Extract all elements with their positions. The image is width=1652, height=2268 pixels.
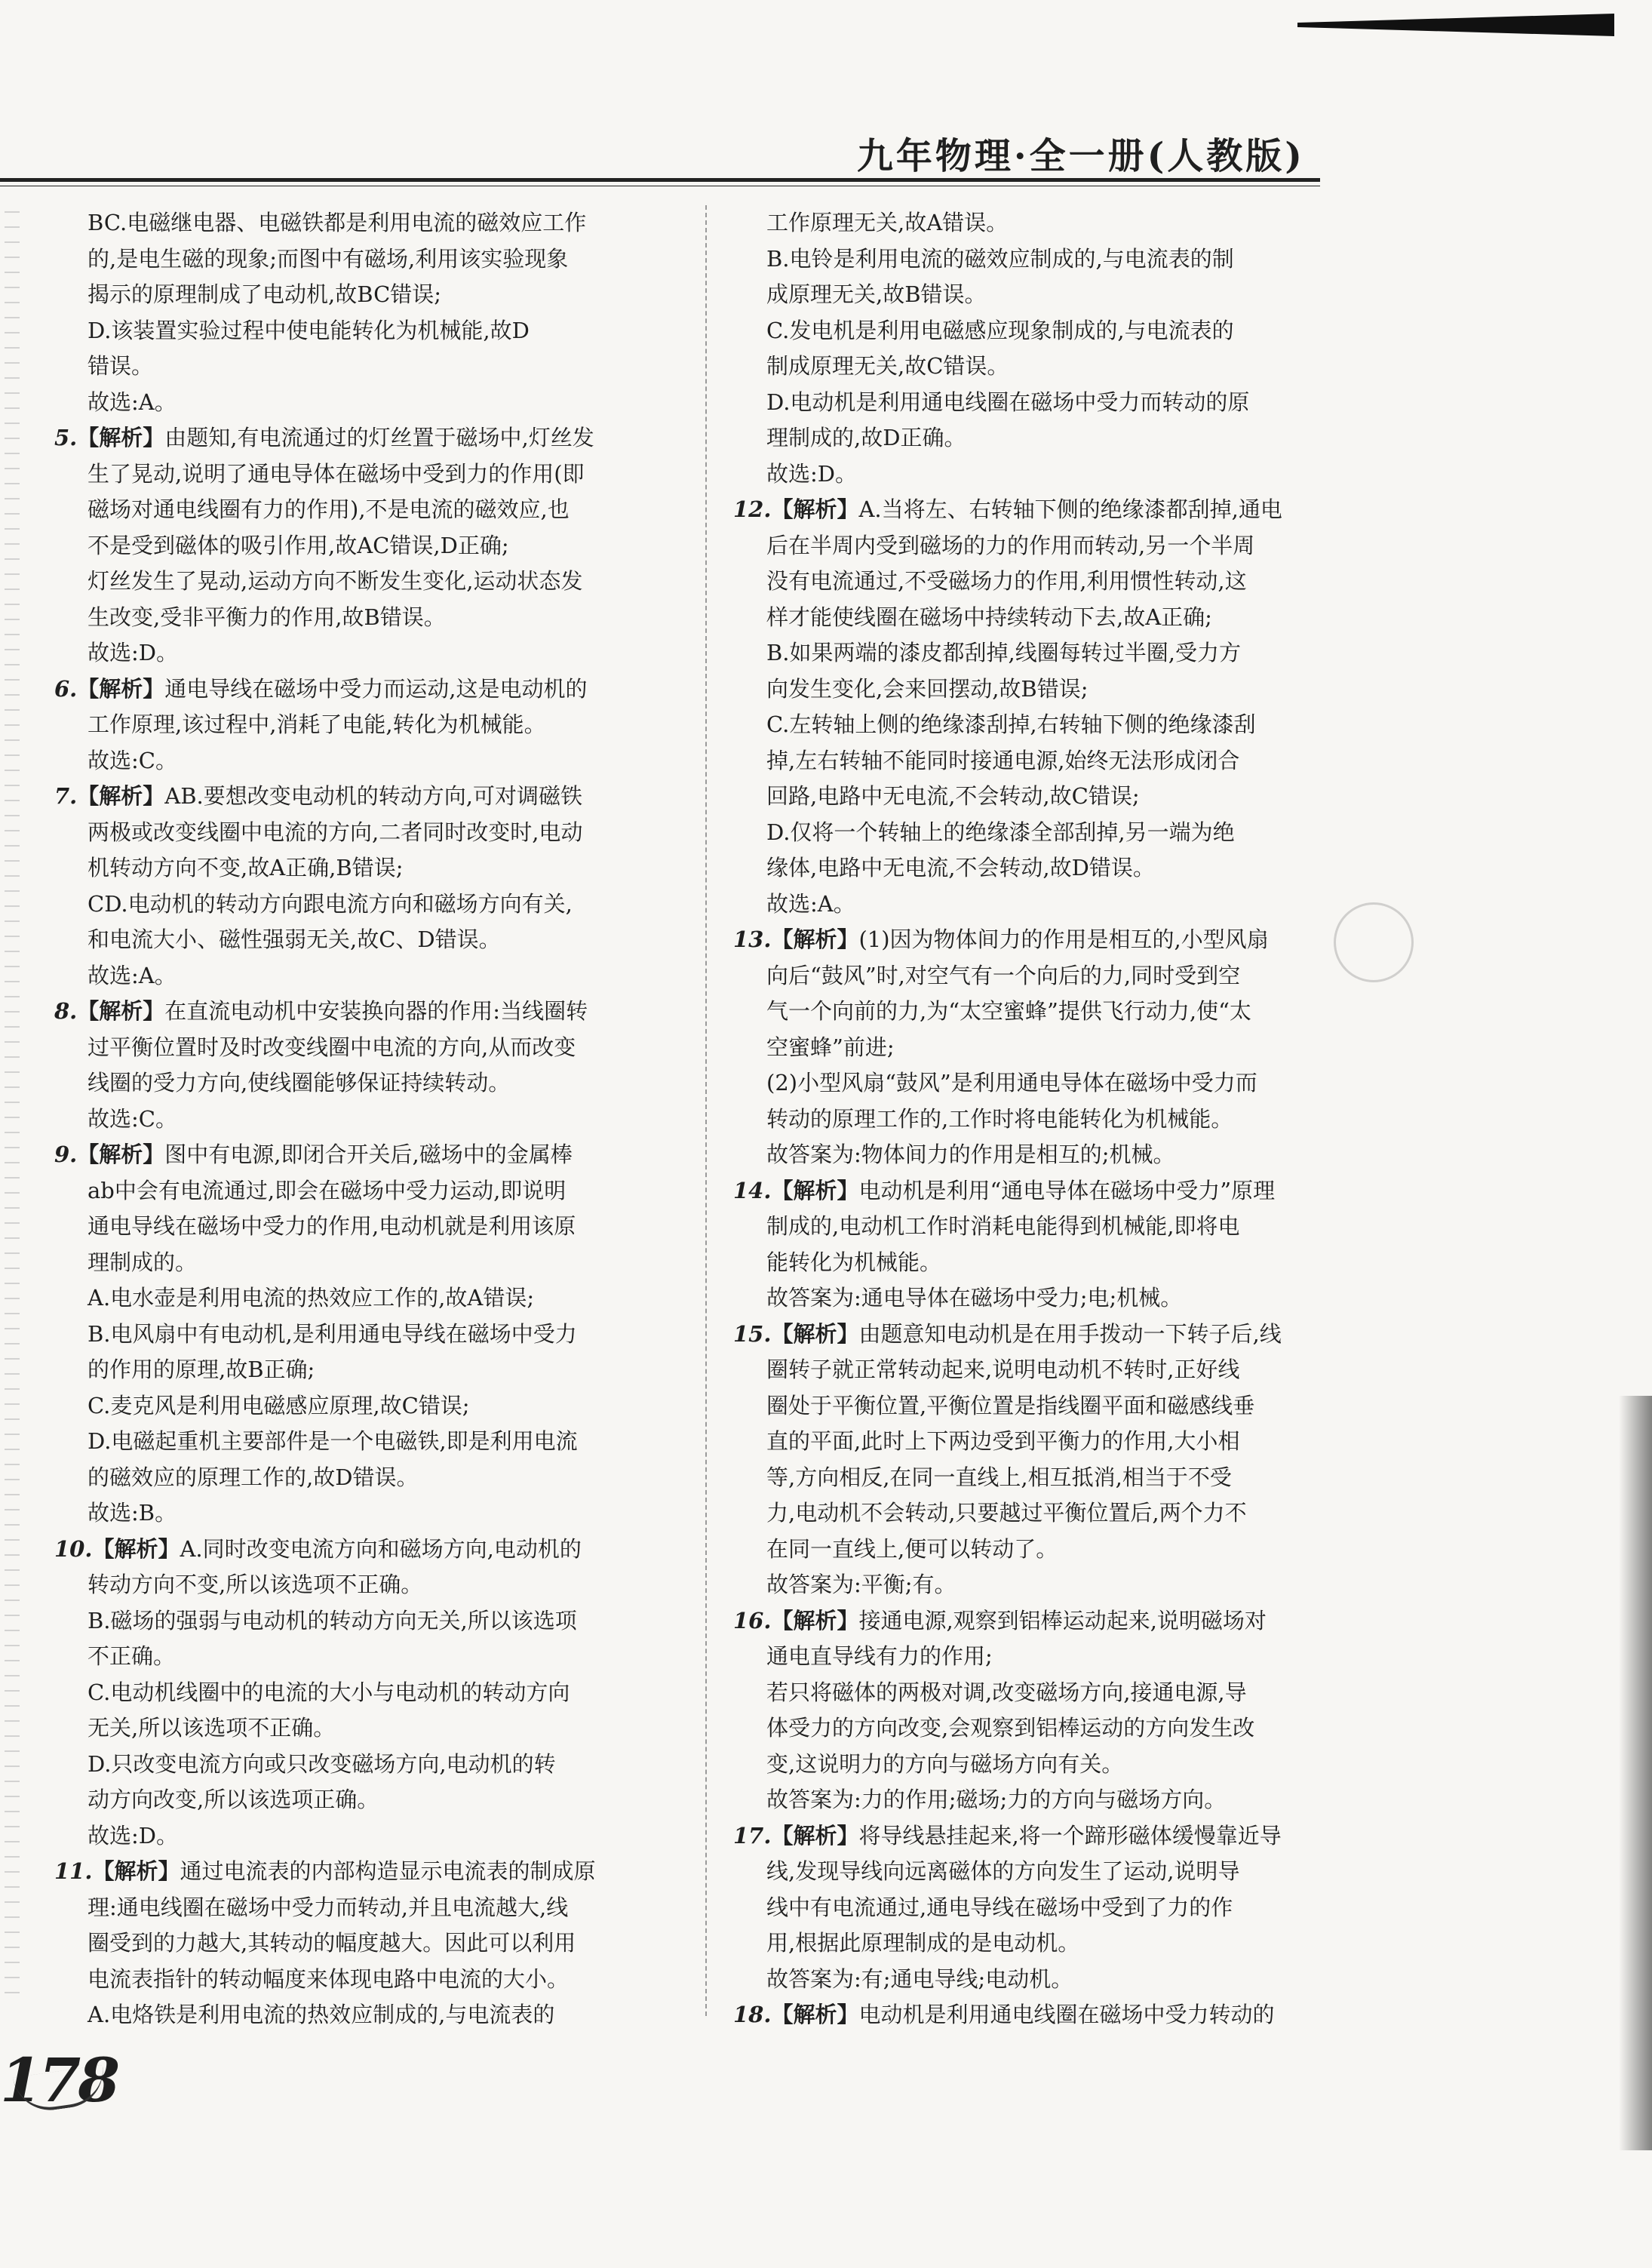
answer-item <box>54 1137 673 1532</box>
line-text: 故选:D。 <box>766 460 858 487</box>
line-text: 机转动方向不变,故A正确,B错误; <box>88 855 404 880</box>
line-text: 通电导线在磁场中受力而运动,这是电动机的 <box>164 675 588 702</box>
answer-line <box>733 1639 1352 1675</box>
answer-item <box>733 1997 1352 2033</box>
answer-line <box>54 564 673 600</box>
line-text: A.当将左、右转轴下侧的绝缘漆都刮掉,通电 <box>858 496 1282 522</box>
line-text: 故选:C。 <box>88 747 177 773</box>
question-number: 15. <box>733 1320 772 1347</box>
answer-line <box>733 1567 1352 1603</box>
line-text: 接通电源,观察到铝棒运动起来,说明磁场对 <box>858 1607 1267 1633</box>
answer-line <box>733 528 1352 564</box>
answer-line <box>733 1065 1352 1102</box>
line-text: 变,这说明力的方向与磁场方向有关。 <box>766 1750 1124 1777</box>
answer-line <box>54 1030 673 1066</box>
header-rule <box>0 178 1320 186</box>
line-text: 故答案为:力的作用;磁场;力的方向与磁场方向。 <box>766 1787 1227 1812</box>
line-text: 过平衡位置时及时改变线圈中电流的方向,从而改变 <box>88 1034 576 1060</box>
answer-line <box>733 564 1352 600</box>
answer-line <box>54 313 673 349</box>
line-text: 故选:A。 <box>88 389 177 415</box>
line-text: 通电直导线有力的作用; <box>766 1643 993 1669</box>
line-text: 磁场对通电线圈有力的作用),不是电流的磁效应,也 <box>88 496 570 522</box>
answer-line <box>733 205 1352 241</box>
answer-line <box>733 743 1352 779</box>
answer-line <box>54 1603 673 1640</box>
answer-line <box>733 241 1352 278</box>
answer-line <box>733 1962 1352 1998</box>
analysis-tag: 【解析】 <box>77 998 165 1024</box>
line-text: AB.要想改变电动机的转动方向,可对调磁铁 <box>164 783 582 809</box>
line-text: 理制成的。 <box>88 1249 198 1275</box>
line-text: 故选:B。 <box>88 1500 177 1526</box>
line-text: 工作原理,该过程中,消耗了电能,转化为机械能。 <box>88 711 546 737</box>
answer-line <box>733 1925 1352 1962</box>
answer-line <box>54 1209 673 1245</box>
line-text: B.如果两端的漆皮都刮掉,线圈每转过半圈,受力方 <box>766 640 1241 665</box>
answer-line <box>733 1173 1352 1209</box>
analysis-tag: 【解析】 <box>771 1822 859 1849</box>
answer-line <box>54 1245 673 1281</box>
faint-seal-stamp <box>1334 902 1414 982</box>
question-number: 11. <box>54 1858 93 1884</box>
answer-line <box>733 671 1352 708</box>
answer-item <box>733 205 1352 492</box>
line-text: 样才能使线圈在磁场中持续转动下去,故A正确; <box>766 604 1212 630</box>
answer-line <box>54 922 673 958</box>
line-text: 掉,左右转轴不能同时接通电源,始终无法形成闭合 <box>766 747 1240 773</box>
line-text: 电动机是利用“通电导体在磁场中受力”原理 <box>858 1177 1276 1203</box>
line-text: 将导线悬挂起来,将一个蹄形磁体缓慢靠近导 <box>858 1822 1282 1849</box>
line-text: 揭示的原理制成了电动机,故BC错误; <box>88 281 442 307</box>
line-text: B.磁场的强弱与电动机的转动方向无关,所以该选项 <box>88 1607 577 1633</box>
answer-line <box>54 743 673 779</box>
question-number: 12. <box>733 496 772 522</box>
answer-line <box>733 1747 1352 1783</box>
answer-line <box>54 385 673 421</box>
answer-line <box>54 1567 673 1603</box>
answer-line <box>54 1495 673 1532</box>
answer-line <box>733 1030 1352 1066</box>
answer-line <box>733 635 1352 671</box>
answer-item <box>54 779 673 994</box>
answer-line <box>54 707 673 743</box>
answer-line <box>733 1137 1352 1173</box>
answer-line <box>733 1209 1352 1245</box>
answer-line <box>54 277 673 313</box>
answer-line <box>733 313 1352 349</box>
answer-line <box>54 205 673 241</box>
line-text: 生了晃动,说明了通电导体在磁场中受到力的作用(即 <box>88 460 585 487</box>
line-text: B.电风扇中有电动机,是利用通电导线在磁场中受力 <box>88 1320 577 1347</box>
line-text: 空蜜蜂”前进; <box>766 1034 895 1060</box>
answer-line <box>733 850 1352 887</box>
line-text: 故选:A。 <box>766 890 855 917</box>
line-text: 能转化为机械能。 <box>766 1249 942 1275</box>
analysis-tag: 【解析】 <box>77 425 165 450</box>
question-number: 14. <box>733 1177 772 1203</box>
answer-line <box>733 1495 1352 1532</box>
answer-line <box>733 1245 1352 1281</box>
answer-line <box>54 779 673 815</box>
answer-line <box>54 1317 673 1353</box>
answer-line <box>54 635 673 671</box>
line-text: 无关,所以该选项不正确。 <box>88 1715 336 1741</box>
answer-line <box>54 1710 673 1747</box>
answer-line <box>733 1532 1352 1568</box>
line-text: 图中有电源,即闭合开关后,磁场中的金属棒 <box>164 1142 573 1167</box>
answer-line <box>54 887 673 923</box>
analysis-tag: 【解析】 <box>771 927 859 952</box>
answer-line <box>733 385 1352 421</box>
answer-item <box>54 1854 673 2033</box>
page-header-title: 九年物理·全一册(人教版) <box>856 135 1305 177</box>
answer-line <box>733 1997 1352 2033</box>
answer-line <box>733 1424 1352 1460</box>
answer-line <box>733 1818 1352 1855</box>
line-text: 故答案为:有;通电导线;电动机。 <box>766 1965 1073 1992</box>
line-text: 故选:D。 <box>88 640 179 665</box>
answer-line <box>54 1747 673 1783</box>
answer-line <box>54 1675 673 1711</box>
analysis-tag: 【解析】 <box>92 1535 180 1562</box>
answer-line <box>54 1782 673 1818</box>
answer-line <box>733 994 1352 1030</box>
answer-line <box>733 277 1352 313</box>
answer-line <box>54 241 673 278</box>
line-text: 故选:C。 <box>88 1105 177 1132</box>
line-text: 气一个向前的力,为“太空蜜蜂”提供飞行动力,使“太 <box>766 998 1251 1024</box>
line-text: 力,电动机不会转动,只要越过平衡位置后,两个力不 <box>766 1500 1247 1526</box>
analysis-tag: 【解析】 <box>92 1858 180 1884</box>
question-number: 13. <box>733 927 772 952</box>
answer-line <box>54 1818 673 1855</box>
answer-line <box>54 456 673 493</box>
line-text: 线,发现导线向远离磁体的方向发生了运动,说明导 <box>766 1858 1240 1884</box>
question-number: 5. <box>54 425 78 450</box>
line-text: 成原理无关,故B错误。 <box>766 281 987 307</box>
analysis-tag: 【解析】 <box>771 1177 859 1203</box>
answer-line <box>54 1424 673 1460</box>
line-text: (2)小型风扇“鼓风”是利用通电导体在磁场中受力而 <box>766 1070 1257 1096</box>
scan-edge-shadow <box>1619 1396 1652 2150</box>
line-text: (1)因为物体间力的作用是相互的,小型风扇 <box>858 927 1269 952</box>
line-text: CD.电动机的转动方向跟电流方向和磁场方向有关, <box>88 890 573 917</box>
answer-line <box>733 815 1352 851</box>
answer-line <box>733 707 1352 743</box>
answer-line <box>54 671 673 708</box>
line-text: 工作原理无关,故A错误。 <box>766 210 1009 235</box>
analysis-tag: 【解析】 <box>771 496 859 522</box>
answer-item <box>54 994 673 1137</box>
line-text: 没有电流通过,不受磁场力的作用,利用惯性转动,这 <box>766 568 1247 594</box>
question-number: 17. <box>733 1822 772 1849</box>
answer-line <box>733 492 1352 528</box>
line-text: 不正确。 <box>88 1643 176 1669</box>
line-text: 回路,电路中无电流,不会转动,故C错误; <box>766 783 1140 809</box>
line-text: 生改变,受非平衡力的作用,故B错误。 <box>88 604 446 630</box>
line-text: 灯丝发生了晃动,运动方向不断发生变化,运动状态发 <box>88 568 583 594</box>
answer-line <box>54 1280 673 1317</box>
answer-line <box>54 1962 673 1998</box>
analysis-tag: 【解析】 <box>771 2002 859 2027</box>
line-text: 线圈的受力方向,使线圈能够保证持续转动。 <box>88 1070 511 1096</box>
line-text: 圈转子就正常转动起来,说明电动机不转时,正好线 <box>766 1357 1240 1382</box>
line-text: 等,方向相反,在同一直线上,相互抵消,相当于不受 <box>766 1464 1232 1490</box>
question-number: 18. <box>733 2002 772 2027</box>
answer-line <box>54 1925 673 1962</box>
question-number: 16. <box>733 1607 772 1633</box>
line-text: BC.电磁继电器、电磁铁都是利用电流的磁效应工作 <box>88 210 587 235</box>
question-number: 7. <box>54 783 78 809</box>
line-text: 向发生变化,会来回摆动,故B错误; <box>766 675 1089 702</box>
answer-line <box>733 1603 1352 1640</box>
analysis-tag: 【解析】 <box>77 1142 165 1167</box>
line-text: 不是受到磁体的吸引作用,故AC错误,D正确; <box>88 532 509 558</box>
answer-item <box>54 1532 673 1855</box>
line-text: 两极或改变线圈中电流的方向,二者同时改变时,电动 <box>88 819 583 845</box>
line-text: 后在半周内受到磁场的力的作用而转动,另一个半周 <box>766 532 1255 558</box>
line-text: C.发电机是利用电磁感应现象制成的,与电流表的 <box>766 317 1234 343</box>
line-text: 理:通电线圈在磁场中受力而转动,并且电流越大,线 <box>88 1894 569 1920</box>
answer-line <box>733 1854 1352 1890</box>
line-text: 制成的,电动机工作时消耗电能得到机械能,即将电 <box>766 1213 1240 1239</box>
answer-line <box>54 420 673 456</box>
line-text: 故答案为:通电导体在磁场中受力;电;机械。 <box>766 1285 1183 1311</box>
line-text: 动方向改变,所以该选项正确。 <box>88 1787 379 1812</box>
line-text: 线中有电流通过,通电导线在磁场中受到了力的作 <box>766 1894 1233 1920</box>
answer-line <box>54 815 673 851</box>
answer-line <box>733 1280 1352 1317</box>
answer-line <box>54 349 673 385</box>
answer-line <box>54 1854 673 1890</box>
question-number: 10. <box>54 1535 93 1562</box>
line-text: C.电动机线圈中的电流的大小与电动机的转动方向 <box>88 1679 570 1705</box>
answer-line <box>54 600 673 636</box>
answer-line <box>733 887 1352 923</box>
line-text: D.电磁起重机主要部件是一个电磁铁,即是利用电流 <box>88 1428 578 1454</box>
answer-line <box>733 1317 1352 1353</box>
line-text: 通过电流表的内部构造显示电流表的制成原 <box>180 1858 596 1884</box>
line-text: 的作用的原理,故B正确; <box>88 1357 315 1382</box>
answer-line <box>733 958 1352 994</box>
line-text: 制成原理无关,故C错误。 <box>766 353 1009 379</box>
analysis-tag: 【解析】 <box>771 1607 859 1633</box>
question-number: 9. <box>54 1142 78 1167</box>
answer-line <box>54 492 673 528</box>
line-text: 在同一直线上,便可以转动了。 <box>766 1535 1058 1562</box>
answer-line <box>733 1352 1352 1388</box>
line-text: 直的平面,此时上下两边受到平衡力的作用,大小相 <box>766 1428 1240 1454</box>
answer-line <box>733 1710 1352 1747</box>
line-text: 的磁效应的原理工作的,故D错误。 <box>88 1464 419 1490</box>
line-text: C.左转轴上侧的绝缘漆刮掉,右转轴下侧的绝缘漆刮 <box>766 711 1256 737</box>
line-text: 体受力的方向改变,会观察到铝棒运动的方向发生改 <box>766 1715 1255 1741</box>
line-text: ab中会有电流通过,即会在磁场中受力运动,即说明 <box>88 1177 567 1203</box>
line-text: 若只将磁体的两极对调,改变磁场方向,接通电源,导 <box>766 1679 1247 1705</box>
answer-line <box>54 1639 673 1675</box>
answer-line <box>733 456 1352 493</box>
answer-line <box>733 1388 1352 1424</box>
line-text: 故选:D。 <box>88 1822 179 1849</box>
line-text: C.麦克风是利用电磁感应原理,故C错误; <box>88 1392 470 1418</box>
answer-line <box>733 600 1352 636</box>
line-text: 理制成的,故D正确。 <box>766 425 966 450</box>
analysis-tag: 【解析】 <box>77 675 165 702</box>
answer-item <box>54 205 673 420</box>
line-text: 缘体,电路中无电流,不会转动,故D错误。 <box>766 855 1155 880</box>
question-number: 6. <box>54 675 78 702</box>
answer-line <box>54 1460 673 1496</box>
line-text: 由题意知电动机是在用手拨动一下转子后,线 <box>858 1320 1282 1347</box>
answer-line <box>733 1675 1352 1711</box>
left-margin-decoration <box>5 198 20 1993</box>
line-text: 错误。 <box>88 353 154 379</box>
line-text: 由题知,有电流通过的灯丝置于磁场中,灯丝发 <box>164 425 594 450</box>
line-text: B.电铃是利用电流的磁效应制成的,与电流表的制 <box>766 245 1234 272</box>
line-text: 用,根据此原理制成的是电动机。 <box>766 1930 1080 1956</box>
line-text: 通电导线在磁场中受力的作用,电动机就是利用该原 <box>88 1213 576 1239</box>
answer-line <box>733 420 1352 456</box>
analysis-tag: 【解析】 <box>77 783 165 809</box>
answer-line <box>733 1782 1352 1818</box>
line-text: D.只改变电流方向或只改变磁场方向,电动机的转 <box>88 1750 556 1777</box>
answer-line <box>54 1137 673 1173</box>
line-text: D.电动机是利用通电线圈在磁场中受力而转动的原 <box>766 389 1250 415</box>
line-text: 圈受到的力越大,其转动的幅度越大。因此可以利用 <box>88 1930 576 1956</box>
answer-item <box>54 420 673 671</box>
line-text: 和电流大小、磁性强弱无关,故C、D错误。 <box>88 927 501 952</box>
left-column <box>54 205 673 2033</box>
answer-item <box>733 492 1352 922</box>
answer-line <box>54 994 673 1030</box>
right-column <box>733 205 1352 2033</box>
answer-item <box>733 922 1352 1173</box>
answer-line <box>733 1460 1352 1496</box>
answer-line <box>733 1890 1352 1926</box>
line-text: D.仅将一个转轴上的绝缘漆全部刮掉,另一端为绝 <box>766 819 1235 845</box>
line-text: A.同时改变电流方向和磁场方向,电动机的 <box>180 1535 582 1562</box>
line-text: 故选:A。 <box>88 962 177 988</box>
answer-line <box>54 1532 673 1568</box>
answer-line <box>54 1173 673 1209</box>
line-text: 圈处于平衡位置,平衡位置是指线圈平面和磁感线垂 <box>766 1392 1255 1418</box>
line-text: 转动的原理工作的,工作时将电能转化为机械能。 <box>766 1105 1233 1132</box>
answer-line <box>54 1388 673 1424</box>
line-text: 向后“鼓风”时,对空气有一个向后的力,同时受到空 <box>766 962 1241 988</box>
line-text: 转动方向不变,所以该选项不正确。 <box>88 1572 423 1597</box>
analysis-tag: 【解析】 <box>771 1320 859 1347</box>
line-text: 故答案为:平衡;有。 <box>766 1572 957 1597</box>
line-text: D.该装置实验过程中使电能转化为机械能,故D <box>88 317 530 343</box>
answer-line <box>733 349 1352 385</box>
answer-line <box>54 1890 673 1926</box>
answer-item <box>54 671 673 779</box>
line-text: 电流表指针的转动幅度来体现电路中电流的大小。 <box>88 1965 570 1992</box>
line-text: A.电烙铁是利用电流的热效应制成的,与电流表的 <box>88 2002 555 2027</box>
answer-item <box>733 1818 1352 1998</box>
answer-line <box>54 850 673 887</box>
page-number: 178 <box>0 2045 117 2116</box>
answer-line <box>54 958 673 994</box>
line-text: 电动机是利用通电线圈在磁场中受力转动的 <box>858 2002 1275 2027</box>
question-number: 8. <box>54 998 78 1024</box>
column-divider <box>705 205 707 2016</box>
line-text: 的,是电生磁的现象;而图中有磁场,利用该实验现象 <box>88 245 569 272</box>
answer-line <box>733 1102 1352 1138</box>
answer-line <box>733 922 1352 958</box>
answer-line <box>54 1997 673 2033</box>
top-edge-bar <box>1297 14 1614 36</box>
answer-item <box>733 1603 1352 1818</box>
answer-line <box>54 1102 673 1138</box>
answer-line <box>54 528 673 564</box>
answer-item <box>733 1173 1352 1317</box>
answer-line <box>54 1065 673 1102</box>
answer-line <box>54 1352 673 1388</box>
line-text: 故答案为:物体间力的作用是相互的;机械。 <box>766 1142 1175 1167</box>
line-text: A.电水壶是利用电流的热效应工作的,故A错误; <box>88 1285 535 1311</box>
line-text: 在直流电动机中安装换向器的作用:当线圈转 <box>164 998 588 1024</box>
answer-item <box>733 1317 1352 1603</box>
answer-line <box>733 779 1352 815</box>
